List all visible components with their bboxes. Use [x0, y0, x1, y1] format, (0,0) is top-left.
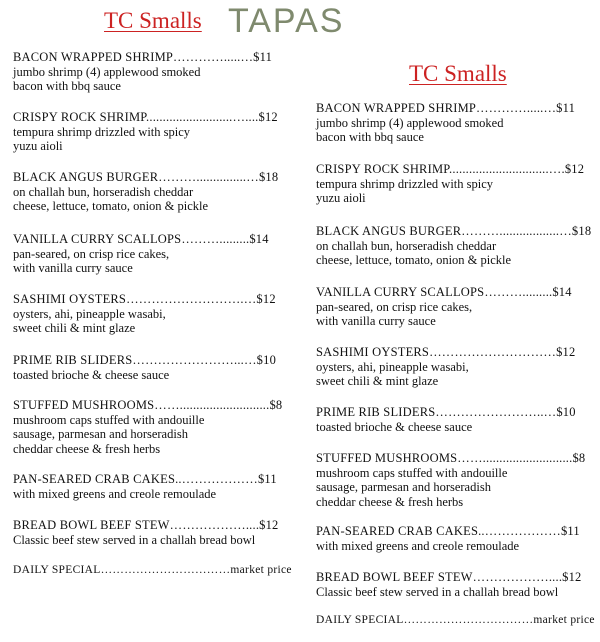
tapas-title: TAPAS — [228, 2, 345, 40]
menu-item — [316, 524, 580, 553]
menu-item-description: sausage, parmesan and horseradish — [316, 480, 491, 494]
menu-item-description: on challah bun, horseradish cheddar — [13, 184, 194, 199]
menu-item-description: with mixed greens and creole remoulade — [13, 486, 217, 501]
menu-item — [13, 353, 276, 382]
menu-item — [316, 570, 582, 599]
menu-item-title: PAN-SEARED CRAB CAKES..………………$11 — [13, 472, 277, 486]
menu-item-title: PAN-SEARED CRAB CAKES..………………$11 — [316, 524, 580, 538]
menu-item-description: pan-seared, on crisp rice cakes, — [13, 246, 170, 261]
menu-item — [13, 110, 278, 154]
menu-item-description: mushroom caps stuffed with andouille — [316, 465, 508, 480]
menu-item-description: yuzu aioli — [13, 139, 63, 153]
menu-item-description: cheddar cheese & fresh herbs — [316, 494, 464, 509]
menu-item-title: CRISPY ROCK SHRIMP..............................….$12 — [316, 162, 585, 176]
menu-item — [13, 398, 282, 456]
menu-item-description: sweet chili & mint glaze — [13, 321, 136, 335]
menu-item — [316, 405, 576, 434]
daily-special: DAILY SPECIAL……………………………market price — [13, 564, 292, 576]
menu-item-description: tempura shrimp drizzled with spicy — [13, 124, 191, 139]
menu-item-description: bacon with bbq sauce — [13, 79, 121, 93]
menu-item-description: with mixed greens and creole remoulade — [316, 538, 520, 553]
menu-item-description: with vanilla curry sauce — [316, 314, 436, 328]
left-menu-column — [13, 0, 293, 642]
menu-item — [316, 451, 585, 509]
menu-item-description: mushroom caps stuffed with andouille — [13, 412, 205, 427]
menu-item — [316, 101, 575, 145]
menu-item-description: oysters, ahi, pineapple wasabi, — [13, 306, 166, 321]
menu-item-description: toasted brioche & cheese sauce — [13, 367, 170, 382]
menu-item-description: with vanilla curry sauce — [13, 261, 133, 275]
menu-item-description: cheddar cheese & fresh herbs — [13, 441, 161, 456]
menu-item-description: cheese, lettuce, tomato, onion & pickle — [13, 199, 209, 213]
menu-item-title: BREAD BOWL BEEF STEW………………....$12 — [13, 518, 279, 532]
menu-item-description: yuzu aioli — [316, 191, 366, 205]
menu-item-title: PRIME RIB SLIDERS……………………...…$10 — [13, 353, 277, 367]
menu-item-title: VANILLA CURRY SCALLOPS……….........$14 — [316, 285, 572, 299]
menu-item-description: tempura shrimp drizzled with spicy — [316, 176, 494, 191]
menu-item-description: Classic beef stew served in a challah bread bowl — [316, 584, 559, 599]
menu-item — [13, 292, 276, 336]
menu-item-description: Classic beef stew served in a challah bread bowl — [13, 532, 256, 547]
menu-item-title: CRISPY ROCK SHRIMP..........................…....$12 — [13, 110, 278, 124]
daily-special: DAILY SPECIAL……………………………market price — [316, 614, 595, 626]
menu-item-title: BACON WRAPPED SHRIMP………….....…$11 — [316, 101, 576, 115]
menu-item-description: sweet chili & mint glaze — [316, 374, 439, 388]
menu-item-title: BLACK ANGUS BURGER………...............…$18 — [13, 170, 279, 184]
menu-item-title: PRIME RIB SLIDERS……………………..…$10 — [316, 405, 576, 419]
menu-item — [13, 50, 272, 94]
menu-item — [316, 285, 572, 329]
menu-item-title: SASHIMI OYSTERS…………………………$12 — [316, 345, 576, 359]
menu-item-title: VANILLA CURRY SCALLOPS……….........$14 — [13, 232, 269, 246]
menu-item-title: BACON WRAPPED SHRIMP………….....…$11 — [13, 50, 273, 64]
menu-item — [13, 170, 278, 214]
menu-item — [316, 345, 575, 389]
menu-item-title: BREAD BOWL BEEF STEW………………....$12 — [316, 570, 582, 584]
menu-item — [13, 232, 269, 276]
menu-item-description: toasted brioche & cheese sauce — [316, 419, 473, 434]
menu-item-description: cheese, lettuce, tomato, onion & pickle — [316, 253, 512, 267]
menu-item-description: on challah bun, horseradish cheddar — [316, 238, 497, 253]
menu-item-title: STUFFED MUSHROOMS……...........................$8 — [316, 451, 586, 465]
menu-item — [316, 224, 591, 268]
right-brand-title: TC Smalls — [409, 61, 507, 86]
menu-item-description: pan-seared, on crisp rice cakes, — [316, 299, 473, 314]
menu-item-description: jumbo shrimp (4) applewood smoked — [316, 115, 504, 130]
menu-item-title: STUFFED MUSHROOMS……...........................$8 — [13, 398, 283, 412]
menu-item-description: jumbo shrimp (4) applewood smoked — [13, 64, 201, 79]
menu-item — [316, 162, 584, 206]
menu-item — [13, 472, 277, 501]
right-menu-column — [316, 0, 596, 642]
menu-item-title: BLACK ANGUS BURGER………..................…$18 — [316, 224, 592, 238]
menu-item-description: oysters, ahi, pineapple wasabi, — [316, 359, 469, 374]
menu-item — [13, 518, 279, 547]
left-brand-title: TC Smalls — [104, 8, 202, 33]
menu-item-description: sausage, parmesan and horseradish — [13, 427, 188, 441]
menu-item-title: SASHIMI OYSTERS……………………….…$12 — [13, 292, 276, 306]
menu-item-description: bacon with bbq sauce — [316, 130, 424, 144]
